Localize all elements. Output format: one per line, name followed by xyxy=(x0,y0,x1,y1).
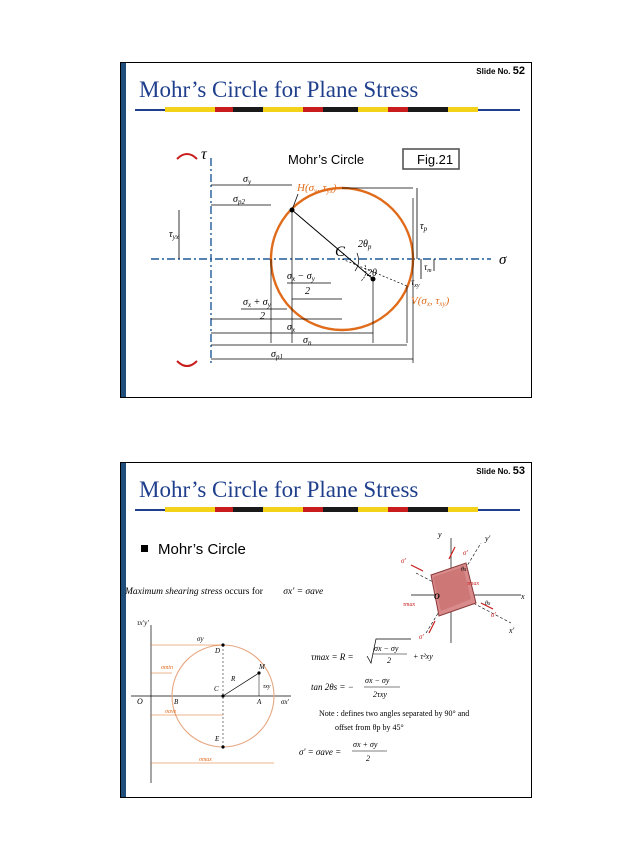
equations xyxy=(299,639,469,763)
label-diff-numerator: $\sigma_x - \sigma_y$ xyxy=(287,271,315,283)
angle-arc-2theta-p xyxy=(355,253,359,271)
label-d: D xyxy=(215,647,221,655)
label-a: A xyxy=(257,698,262,706)
label-diff-denominator: 2 xyxy=(305,286,310,297)
arrow-top-icon xyxy=(177,154,197,159)
label-sigma-x: $\sigma_x$ xyxy=(287,322,296,334)
label-r: R xyxy=(231,675,236,683)
label-h-point: H(σy, τyx) xyxy=(297,182,337,195)
label-sigma-prime-right: σ' xyxy=(491,611,496,619)
label-tau-max-top: τmax xyxy=(467,581,480,587)
eq-tan-denominator: 2τxy xyxy=(373,690,387,699)
label-theta-s-top: θs xyxy=(461,567,467,573)
label-sigma-min: σmin xyxy=(161,665,173,671)
max-shear-equation: σx' = σave xyxy=(283,587,324,597)
label-sum-numerator: $\sigma_x + \sigma_y$ xyxy=(243,297,271,309)
eq-sigma-prime: σ' = σave = xyxy=(299,747,342,757)
slide-53 xyxy=(120,462,532,798)
sigma-arrow-left xyxy=(411,565,423,571)
label-sigma-prime-left: σ' xyxy=(401,557,406,565)
stress-element-figure xyxy=(401,530,525,643)
max-shear-statement: Maximum shearing stress occurs for σx' = σave xyxy=(125,587,324,597)
eq-sigma-prime-denominator: 2 xyxy=(366,754,370,763)
slide-number: Slide No. 52 xyxy=(476,65,525,77)
label-tau-p: $\tau_p$ xyxy=(420,221,428,233)
figure-caption: Mohr’s Circle xyxy=(288,152,365,167)
label-sigma-ave: σave xyxy=(165,709,177,715)
label-theta-s-right: θs xyxy=(485,601,491,607)
label-b: B xyxy=(174,698,179,706)
point-c xyxy=(221,694,224,697)
label-center: C xyxy=(335,244,346,260)
eq-plus-tau: + τ²xy xyxy=(413,652,433,661)
sigma-axis-label: σ xyxy=(499,252,507,268)
radius-line xyxy=(223,673,259,696)
label-y-prime: y' xyxy=(485,534,491,543)
arrow-bottom-icon xyxy=(177,361,197,366)
eq-sigma-prime-numerator: σx + σy xyxy=(353,740,378,749)
slide-number-value: 53 xyxy=(512,465,525,477)
note-line-2: offset from θp by 45° xyxy=(335,723,404,732)
slide-title: Mohr’s Circle for Plane Stress xyxy=(139,477,419,502)
label-sigma-p2: $\sigma_{p2}$ xyxy=(233,194,245,206)
label-x-prime: x' xyxy=(509,626,515,635)
eq-sqrt-numerator: σx − σy xyxy=(374,644,399,653)
point-e xyxy=(221,745,224,748)
label-tau-max-left: τmax xyxy=(403,602,416,608)
tau-axis-label: τ xyxy=(201,146,207,163)
slide-title: Mohr’s Circle for Plane Stress xyxy=(139,77,419,102)
point-d xyxy=(221,643,224,646)
bullet-mohrs-circle: Mohr’s Circle xyxy=(141,541,246,558)
point-m xyxy=(257,671,260,674)
mohr-circle-left-figure xyxy=(131,619,291,783)
slide-number: Slide No. 53 xyxy=(476,465,525,477)
label-sigma-max: σmax xyxy=(199,757,212,763)
slide-52 xyxy=(120,62,532,398)
fig-badge: Fig.21 xyxy=(417,152,454,167)
label-sigma-p1: $\sigma_{p1}$ xyxy=(271,349,283,361)
label-y: y xyxy=(438,530,442,539)
label-tau-m: $\tau_m$ xyxy=(424,262,432,274)
label-v-point: V(σx, τxy) xyxy=(411,295,450,308)
label-o: O xyxy=(137,697,143,706)
label-2theta: 2θ xyxy=(367,268,377,279)
label-origin: O xyxy=(434,592,440,601)
h-leader xyxy=(292,194,298,210)
label-tau-xy: $\tau_{xy}$ xyxy=(411,277,420,289)
label-sigma-n: $\sigma_n$ xyxy=(303,335,312,347)
label-tau-axis: τx'y' xyxy=(137,619,149,627)
label-tau-xy: τxy xyxy=(263,684,271,690)
label-tau-yx: $\tau_{yx}$ xyxy=(169,229,179,241)
eq-tan-numerator: σx − σy xyxy=(365,676,390,685)
label-sum-denominator: 2 xyxy=(260,311,265,322)
slide-number-value: 52 xyxy=(512,65,525,77)
label-sigma-prime-bottom: σ' xyxy=(419,633,424,641)
note-line-1: Note : defines two angles separated by 90° and xyxy=(319,709,470,718)
eq-tan: tan 2θs = − xyxy=(311,682,354,692)
label-x: x xyxy=(521,592,525,601)
label-sigma-y: $\sigma_y$ xyxy=(243,174,252,186)
eq-sqrt-denominator: 2 xyxy=(387,656,391,665)
label-sigma-axis: σx' xyxy=(281,698,290,706)
mohr-circle-figure xyxy=(121,63,533,399)
label-m: M xyxy=(259,663,265,671)
label-c: C xyxy=(214,685,219,693)
label-2theta-p: $2\theta_p$ xyxy=(358,239,372,251)
slide53-figures xyxy=(121,463,533,799)
label-e: E xyxy=(215,735,220,743)
sigma-arrow-top xyxy=(449,547,455,559)
label-sigma-prime-top: σ' xyxy=(463,549,468,557)
label-sigma-y: σy xyxy=(197,635,204,643)
eq-tau-max: τmax = R = xyxy=(311,652,354,662)
